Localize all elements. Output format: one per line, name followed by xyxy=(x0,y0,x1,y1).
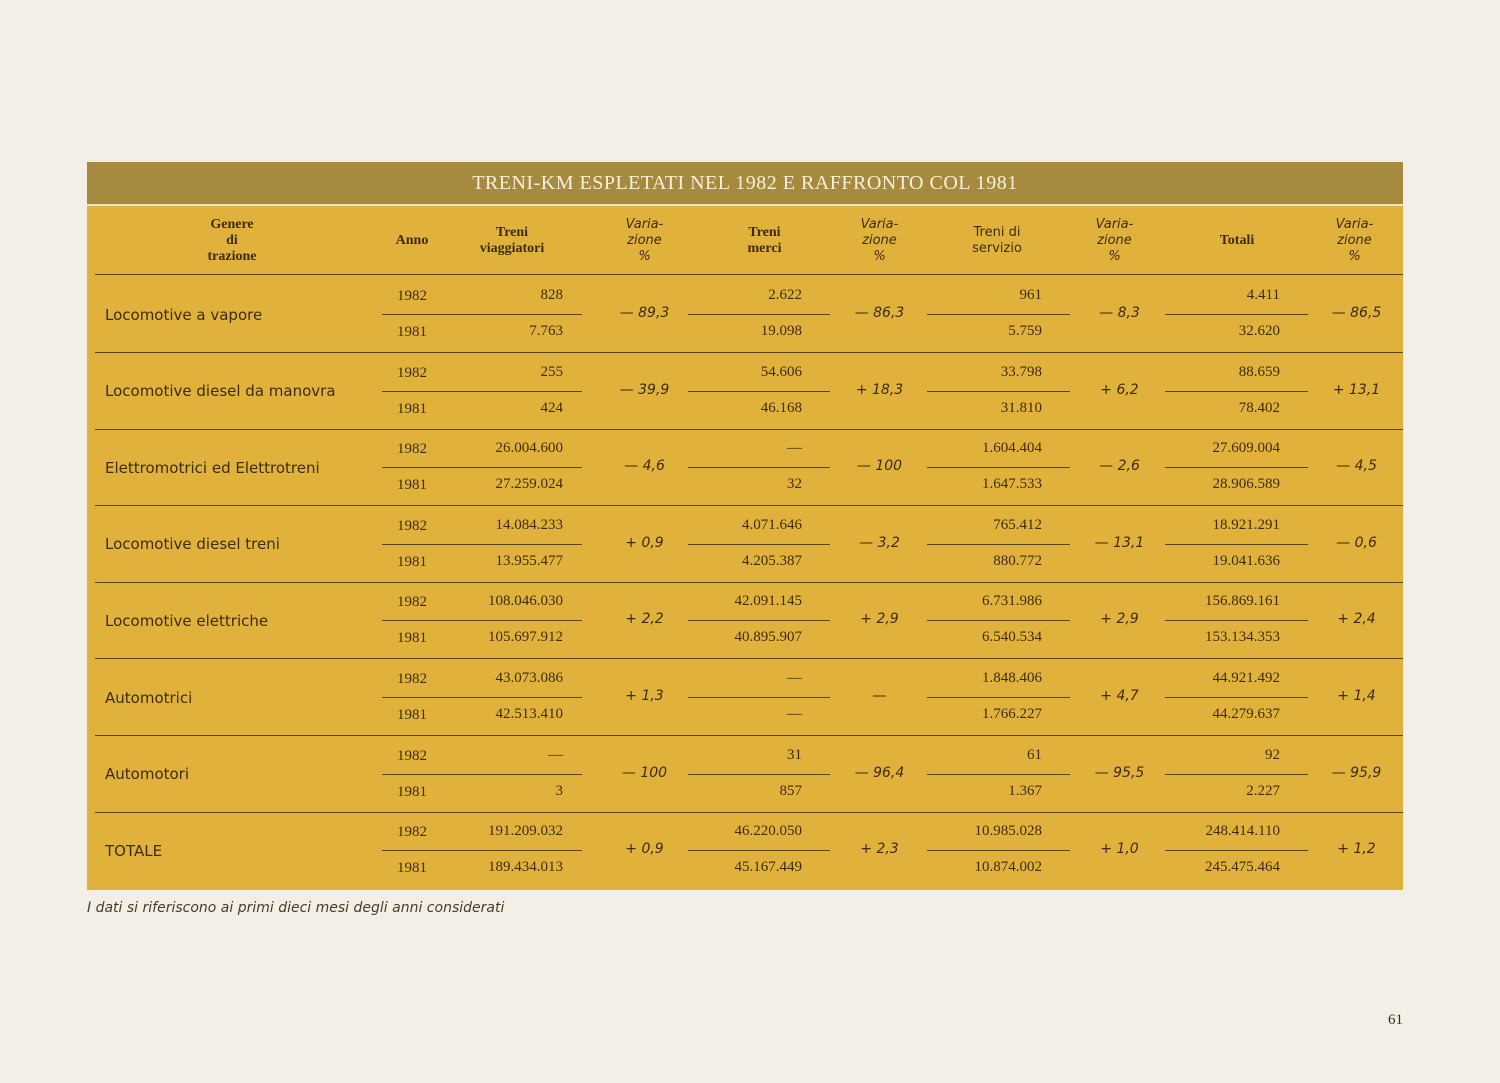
anno-1981: 1981 xyxy=(397,324,427,340)
variazione-2: — 96,4 xyxy=(854,764,905,781)
variazione-4: — 4,5 xyxy=(1336,458,1377,475)
servizio-1981: 1.367 xyxy=(1008,782,1042,799)
viaggiatori-1981: 42.513.410 xyxy=(495,706,563,722)
variazione-2: — xyxy=(872,688,887,704)
fraction-line xyxy=(688,544,830,545)
fraction-line xyxy=(1165,391,1308,392)
servizio-1981: 880.772 xyxy=(993,552,1042,569)
variazione-2: — 3,2 xyxy=(859,534,900,551)
totali-1982: 27.609.004 xyxy=(1212,440,1280,457)
merci-1982: 31 xyxy=(787,746,802,763)
anno-1981: 1981 xyxy=(397,707,427,723)
merci-1981: — xyxy=(787,706,802,722)
totali-1982: 44.921.492 xyxy=(1212,670,1280,686)
variazione-4: — 95,9 xyxy=(1331,764,1382,781)
header-viaggiatori: Treni viaggiatori xyxy=(479,225,545,256)
anno-1981: 1981 xyxy=(397,783,427,800)
variazione-3: + 2,9 xyxy=(1100,611,1139,628)
totali-1981: 28.906.589 xyxy=(1212,476,1280,493)
viaggiatori-1981: 13.955.477 xyxy=(495,552,563,569)
table-row xyxy=(87,736,1403,813)
viaggiatori-1982: 14.084.233 xyxy=(495,516,563,533)
fraction-line xyxy=(927,697,1070,698)
variazione-2: — 86,3 xyxy=(854,305,905,321)
servizio-1982: 1.604.404 xyxy=(982,440,1042,457)
variazione-1: — 89,3 xyxy=(619,305,670,321)
fraction-line xyxy=(1165,697,1308,698)
variazione-1: — 100 xyxy=(621,764,668,781)
variazione-4: + 2,4 xyxy=(1337,611,1376,628)
fraction-line xyxy=(1165,467,1308,468)
servizio-1981: 6.540.534 xyxy=(982,629,1042,646)
table-row xyxy=(87,506,1403,583)
fraction-line xyxy=(1165,544,1308,545)
variazione-4: — 0,6 xyxy=(1336,534,1377,551)
merci-1981: 45.167.449 xyxy=(734,859,802,876)
fraction-line xyxy=(1165,774,1308,775)
totali-1981: 153.134.353 xyxy=(1205,629,1280,646)
header-variazione-2: Varia- zione % xyxy=(860,217,899,264)
fraction-line xyxy=(382,850,582,851)
variazione-4: + 13,1 xyxy=(1332,381,1381,398)
variazione-4: + 1,2 xyxy=(1337,841,1376,858)
totali-1981: 245.475.464 xyxy=(1205,859,1280,876)
totali-1982: 18.921.291 xyxy=(1212,516,1280,533)
servizio-1982: 1.848.406 xyxy=(982,670,1042,686)
servizio-1982: 10.985.028 xyxy=(974,823,1042,840)
viaggiatori-1981: 7.763 xyxy=(529,323,563,339)
servizio-1981: 1.647.533 xyxy=(982,476,1042,493)
fraction-line xyxy=(688,391,830,392)
fraction-line xyxy=(382,697,582,698)
fraction-line xyxy=(1165,314,1308,315)
anno-1981: 1981 xyxy=(397,400,427,417)
fraction-line xyxy=(927,391,1070,392)
variazione-4: + 1,4 xyxy=(1337,688,1376,704)
header-variazione-4: Varia- zione % xyxy=(1335,217,1374,264)
fraction-line xyxy=(382,314,582,315)
anno-1982: 1982 xyxy=(397,288,427,304)
viaggiatori-1982: 828 xyxy=(540,287,563,303)
viaggiatori-1981: 105.697.912 xyxy=(488,629,563,646)
variazione-2: — 100 xyxy=(856,458,903,475)
fraction-line xyxy=(927,314,1070,315)
totali-1981: 78.402 xyxy=(1238,399,1280,416)
variazione-1: — 39,9 xyxy=(619,381,670,398)
header-genere: Genere di trazione xyxy=(207,217,257,264)
genere-trazione: Locomotive diesel treni xyxy=(105,535,280,554)
footnote: I dati si riferiscono ai primi dieci mesi degli anni considerati xyxy=(87,900,505,916)
fraction-line xyxy=(688,697,830,698)
anno-1981: 1981 xyxy=(397,860,427,877)
merci-1982: 46.220.050 xyxy=(734,823,802,840)
variazione-4: — 86,5 xyxy=(1331,305,1382,321)
merci-1982: — xyxy=(787,440,802,457)
table-title: TRENI-KM ESPLETATI NEL 1982 E RAFFRONTO COL 1981 xyxy=(87,162,1403,206)
servizio-1981: 1.766.227 xyxy=(982,706,1042,722)
merci-1981: 40.895.907 xyxy=(734,629,802,646)
variazione-3: — 8,3 xyxy=(1099,305,1140,321)
merci-1982: 54.606 xyxy=(760,363,802,380)
variazione-3: + 6,2 xyxy=(1100,381,1139,398)
variazione-3: + 4,7 xyxy=(1100,688,1139,704)
variazione-1: + 0,9 xyxy=(625,534,664,551)
header-variazione-1: Varia- zione % xyxy=(625,217,664,264)
fraction-line xyxy=(927,467,1070,468)
fraction-line xyxy=(688,850,830,851)
fraction-line xyxy=(382,467,582,468)
servizio-1981: 10.874.002 xyxy=(974,859,1042,876)
variazione-1: + 2,2 xyxy=(625,611,664,628)
merci-1982: — xyxy=(787,670,802,686)
header-merci: Treni merci xyxy=(747,225,782,256)
header-totali: Totali xyxy=(1219,233,1255,248)
merci-1981: 4.205.387 xyxy=(742,552,802,569)
genere-trazione: Locomotive a vapore xyxy=(105,305,263,324)
variazione-1: — 4,6 xyxy=(624,458,665,475)
totali-1981: 2.227 xyxy=(1246,782,1280,799)
genere-trazione: Automotori xyxy=(105,765,190,784)
totali-1982: 88.659 xyxy=(1238,363,1280,380)
header-variazione-3: Varia- zione % xyxy=(1095,217,1134,264)
anno-1981: 1981 xyxy=(397,630,427,647)
table-row xyxy=(87,812,1403,889)
anno-1981: 1981 xyxy=(397,477,427,494)
table-row xyxy=(87,353,1403,430)
merci-1981: 19.098 xyxy=(760,323,802,339)
variazione-3: — 95,5 xyxy=(1094,764,1145,781)
fraction-line xyxy=(688,314,830,315)
variazione-1: + 1,3 xyxy=(625,688,664,704)
genere-trazione: Locomotive elettriche xyxy=(105,611,269,630)
variazione-2: + 2,9 xyxy=(860,611,899,628)
viaggiatori-1982: 191.209.032 xyxy=(488,823,563,840)
totali-1982: 4.411 xyxy=(1246,287,1280,303)
fraction-line xyxy=(927,774,1070,775)
fraction-line xyxy=(382,774,582,775)
table-row xyxy=(87,276,1403,353)
totali-1982: 92 xyxy=(1265,746,1280,763)
servizio-1982: 61 xyxy=(1027,746,1042,763)
variazione-2: + 2,3 xyxy=(860,841,899,858)
anno-1982: 1982 xyxy=(397,671,427,687)
anno-1982: 1982 xyxy=(397,824,427,841)
viaggiatori-1981: 3 xyxy=(555,782,563,799)
fraction-line xyxy=(927,620,1070,621)
fraction-line xyxy=(1165,620,1308,621)
viaggiatori-1982: 43.073.086 xyxy=(495,670,563,686)
anno-1982: 1982 xyxy=(397,594,427,611)
fraction-line xyxy=(688,774,830,775)
servizio-1982: 765.412 xyxy=(993,516,1042,533)
variazione-3: + 1,0 xyxy=(1100,841,1139,858)
anno-1982: 1982 xyxy=(397,517,427,534)
anno-1982: 1982 xyxy=(397,747,427,764)
data-table xyxy=(87,206,1403,890)
variazione-1: + 0,9 xyxy=(625,841,664,858)
table-row xyxy=(87,582,1403,659)
variazione-3: — 2,6 xyxy=(1099,458,1140,475)
viaggiatori-1981: 424 xyxy=(540,399,563,416)
merci-1982: 2.622 xyxy=(768,287,802,303)
merci-1981: 46.168 xyxy=(760,399,802,416)
variazione-2: + 18,3 xyxy=(855,381,904,398)
genere-trazione: Elettromotrici ed Elettrotreni xyxy=(105,458,320,477)
genere-trazione: Locomotive diesel da manovra xyxy=(105,382,336,401)
anno-1982: 1982 xyxy=(397,364,427,381)
viaggiatori-1982: — xyxy=(548,746,563,763)
table-row xyxy=(87,659,1403,736)
merci-1982: 4.071.646 xyxy=(742,516,802,533)
variazione-3: — 13,1 xyxy=(1094,534,1145,551)
fraction-line xyxy=(382,620,582,621)
merci-1982: 42.091.145 xyxy=(734,593,802,610)
viaggiatori-1982: 26.004.600 xyxy=(495,440,563,457)
totali-1982: 248.414.110 xyxy=(1205,823,1280,840)
viaggiatori-1981: 189.434.013 xyxy=(488,859,563,876)
servizio-1982: 33.798 xyxy=(1000,363,1042,380)
fraction-line xyxy=(382,391,582,392)
header-divider xyxy=(95,274,1403,275)
viaggiatori-1982: 255 xyxy=(540,363,563,380)
header-servizio: Treni di servizio xyxy=(972,225,1022,256)
genere-trazione: TOTALE xyxy=(105,841,163,860)
page-number: 61 xyxy=(1388,1012,1403,1028)
fraction-line xyxy=(927,544,1070,545)
totali-1981: 19.041.636 xyxy=(1212,552,1280,569)
fraction-line xyxy=(688,620,830,621)
servizio-1981: 31.810 xyxy=(1000,399,1042,416)
table-row xyxy=(87,429,1403,506)
totali-1982: 156.869.161 xyxy=(1205,593,1280,610)
merci-1981: 32 xyxy=(787,476,802,493)
servizio-1982: 6.731.986 xyxy=(982,593,1042,610)
viaggiatori-1981: 27.259.024 xyxy=(495,476,563,493)
servizio-1982: 961 xyxy=(1019,287,1042,303)
fraction-line xyxy=(927,850,1070,851)
anno-1982: 1982 xyxy=(397,441,427,458)
servizio-1981: 5.759 xyxy=(1008,323,1042,339)
fraction-line xyxy=(382,544,582,545)
genere-trazione: Automotrici xyxy=(105,688,193,707)
anno-1981: 1981 xyxy=(397,553,427,570)
fraction-line xyxy=(1165,850,1308,851)
totali-1981: 32.620 xyxy=(1238,323,1280,339)
merci-1981: 857 xyxy=(779,782,802,799)
viaggiatori-1982: 108.046.030 xyxy=(488,593,563,610)
header-anno: Anno xyxy=(395,233,429,248)
fraction-line xyxy=(688,467,830,468)
totali-1981: 44.279.637 xyxy=(1212,706,1280,722)
